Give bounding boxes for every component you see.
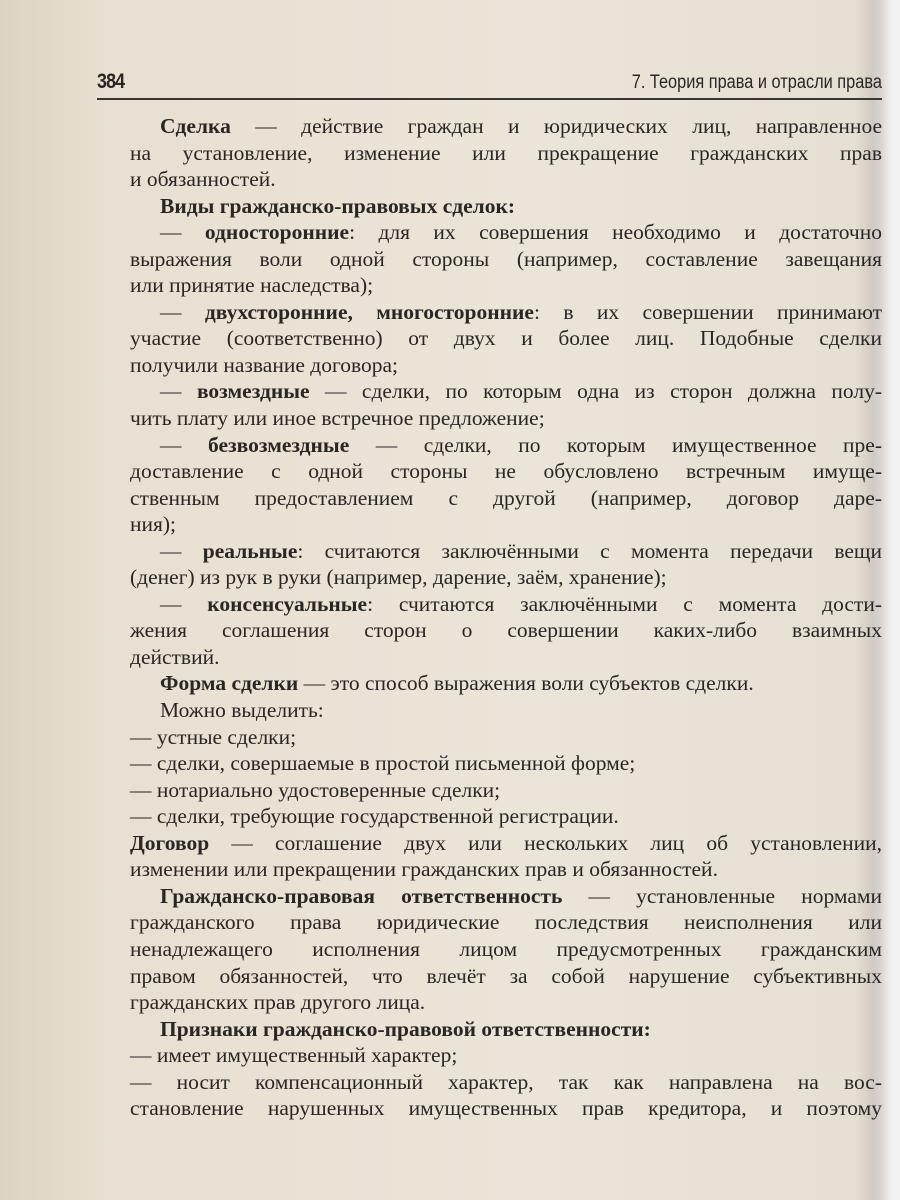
text-line bbox=[130, 1016, 882, 1043]
running-title: 7. Теория права и отрасли права bbox=[631, 72, 882, 93]
text-line bbox=[130, 140, 882, 167]
text-run: Можно выделить: bbox=[160, 698, 324, 723]
text-line bbox=[130, 830, 882, 857]
text-run: ненадлежащего исполнения лицом предусмотренных гражданским bbox=[130, 936, 882, 961]
text-run: получили название договора; bbox=[130, 352, 399, 377]
text-line bbox=[130, 1069, 882, 1096]
text-line bbox=[130, 963, 882, 990]
text-run: : считаются заключёнными с момента дости- bbox=[367, 591, 882, 616]
bold-term: безвозмездные bbox=[208, 432, 350, 457]
text-run: — bbox=[160, 220, 205, 245]
text-line bbox=[130, 909, 882, 936]
text-run: участие (соответственно) от двух и более лиц. Подобные сделки bbox=[130, 326, 882, 351]
text-run: ния); bbox=[130, 512, 177, 537]
text-run: — соглашение двух или нескольких лиц об установлении, bbox=[209, 830, 882, 855]
text-line bbox=[130, 697, 882, 724]
text-run: : для их совершения необходимо и достаточно bbox=[349, 220, 882, 245]
text-line bbox=[130, 1042, 882, 1069]
text-run: (денег) из рук в руки (например, дарение, заём, хранение); bbox=[130, 565, 667, 590]
text-run: : считаются заключёнными с момента передачи вещи bbox=[297, 538, 882, 563]
text-run: — нотариально удостоверенные сделки; bbox=[130, 777, 501, 802]
bold-term: Признаки гражданско-правовой ответственности: bbox=[160, 1016, 651, 1041]
text-line bbox=[130, 936, 882, 963]
text-run: — носит компенсационный характер, так как направлена на вос- bbox=[130, 1069, 882, 1094]
text-line bbox=[130, 1095, 882, 1122]
text-run: — bbox=[160, 379, 197, 404]
text-line bbox=[130, 485, 882, 512]
text-run: — bbox=[160, 591, 208, 616]
text-run: — bbox=[160, 299, 205, 324]
text-run: — сделки, совершаемые в простой письменной форме; bbox=[130, 751, 636, 776]
text-run: — сделки, по которым одна из сторон должна полу- bbox=[309, 379, 883, 404]
text-line bbox=[130, 325, 882, 352]
text-line bbox=[130, 405, 882, 432]
text-run: — сделки, по которым имущественное пре- bbox=[349, 432, 882, 457]
text-line bbox=[130, 378, 882, 405]
text-line bbox=[130, 856, 882, 883]
text-run: — сделки, требующие государственной регистрации. bbox=[130, 804, 619, 829]
text-run: — это способ выражения воли субъектов сделки. bbox=[298, 671, 754, 696]
text-run: выражения воли одной стороны (например, составление завещания bbox=[130, 246, 882, 271]
text-run: и обязанностей. bbox=[130, 167, 276, 192]
text-line bbox=[130, 803, 882, 830]
bold-term: Договор bbox=[130, 830, 210, 855]
text-line bbox=[130, 591, 882, 618]
text-line bbox=[130, 564, 882, 591]
text-line bbox=[130, 777, 882, 804]
text-run: — bbox=[160, 432, 208, 457]
text-line bbox=[130, 724, 882, 751]
bold-term: Гражданско-правовая ответственность bbox=[160, 883, 563, 908]
text-line bbox=[130, 644, 882, 671]
text-run: правом обязанностей, что влечёт за собой нарушение субъективных bbox=[130, 963, 882, 988]
text-run: ственным предоставлением с другой (например, договор даре- bbox=[130, 485, 882, 510]
text-run: гражданского права юридические последствия неисполнения или bbox=[130, 910, 882, 935]
text-line bbox=[130, 272, 882, 299]
text-line bbox=[130, 883, 882, 910]
text-line bbox=[130, 750, 882, 777]
text-line bbox=[130, 617, 882, 644]
page-header bbox=[97, 68, 882, 100]
text-line bbox=[130, 299, 882, 326]
bold-term: односторонние bbox=[204, 220, 350, 245]
text-run: — bbox=[160, 538, 203, 563]
text-run: — действие граждан и юридических лиц, направленное bbox=[230, 114, 882, 138]
text-run: доставление с одной стороны не обусловлено встречным имуще- bbox=[130, 459, 882, 484]
text-line bbox=[130, 246, 882, 273]
text-line bbox=[130, 458, 882, 485]
text-run: гражданских прав другого лица. bbox=[130, 990, 426, 1015]
text-line bbox=[130, 511, 882, 538]
page-body-text bbox=[130, 113, 882, 1122]
text-line bbox=[130, 219, 882, 246]
text-line bbox=[130, 538, 882, 565]
text-run: изменении или прекращении гражданских прав и обязанностей. bbox=[130, 857, 718, 882]
bold-term: Форма сделки bbox=[160, 671, 299, 696]
text-line bbox=[130, 352, 882, 379]
bold-term: реальные bbox=[202, 538, 298, 563]
page-edge-shadow bbox=[882, 0, 900, 1200]
page-number: 384 bbox=[97, 70, 125, 93]
text-line bbox=[130, 670, 882, 697]
bold-term: Сделка bbox=[160, 114, 231, 138]
text-run: чить плату или иное встречное предложение; bbox=[130, 406, 545, 431]
text-run: — установленные нормами bbox=[562, 883, 883, 908]
bold-term: возмездные bbox=[196, 379, 310, 404]
text-run: — устные сделки; bbox=[130, 724, 297, 749]
text-line bbox=[130, 193, 882, 220]
text-line bbox=[130, 432, 882, 459]
text-run: на установление, изменение или прекращение гражданских прав bbox=[130, 140, 882, 165]
text-run: или принятие наследства); bbox=[130, 273, 374, 298]
text-line bbox=[130, 989, 882, 1016]
text-run: — имеет имущественный характер; bbox=[130, 1043, 458, 1068]
text-run: действий. bbox=[130, 644, 220, 669]
text-run: жения соглашения сторон о совершении каких-либо взаимных bbox=[130, 618, 882, 643]
bold-term: Виды гражданско-правовых сделок: bbox=[160, 193, 516, 218]
text-line bbox=[130, 113, 882, 140]
bold-term: консенсуальные bbox=[207, 591, 368, 616]
text-run: : в их совершении принимают bbox=[533, 299, 882, 324]
bold-term: двухсторонние, многосторонние bbox=[204, 299, 534, 324]
text-line bbox=[130, 166, 882, 193]
text-run: становление нарушенных имущественных прав кредитора, и поэтому bbox=[130, 1096, 882, 1121]
